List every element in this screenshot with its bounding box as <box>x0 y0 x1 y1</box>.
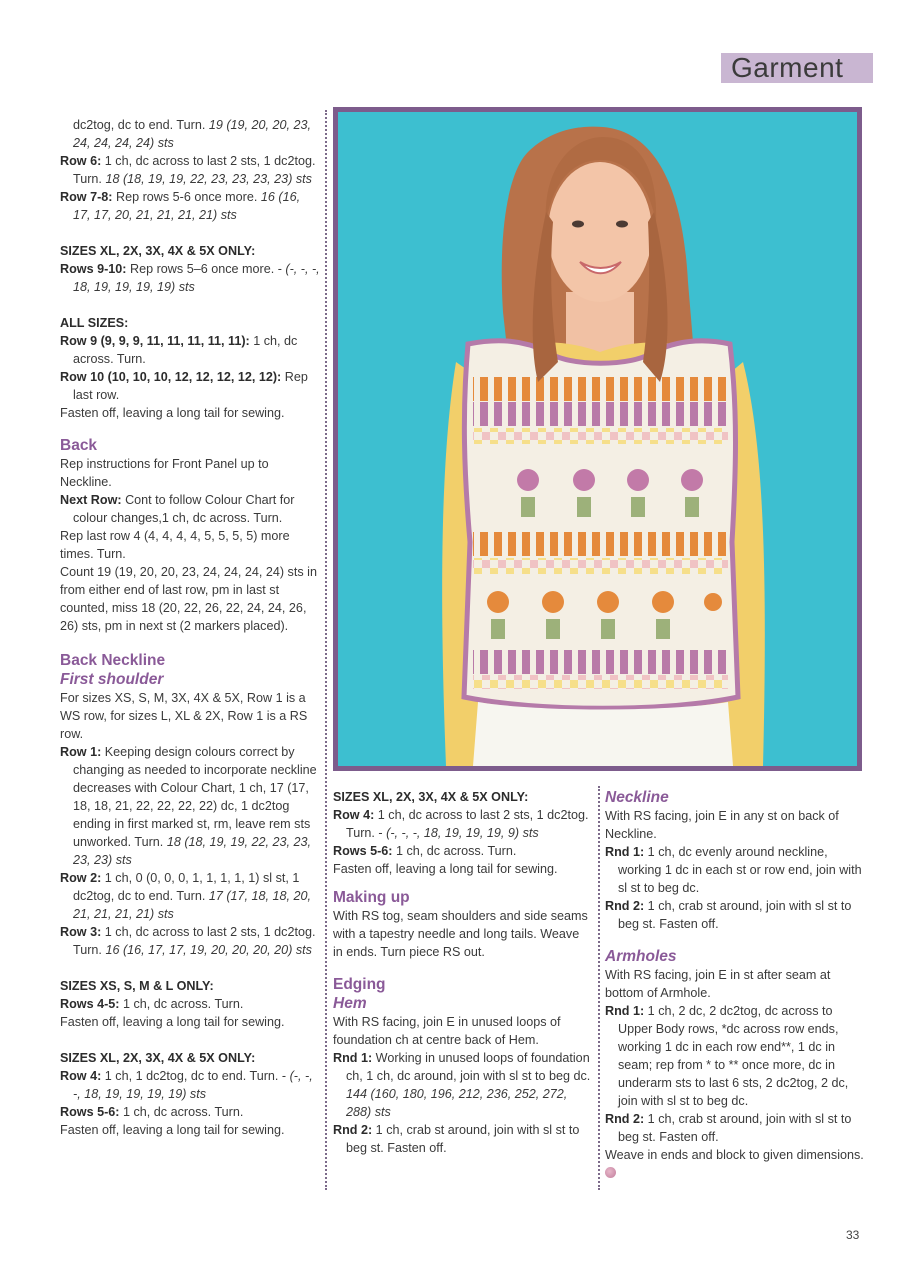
text-column-2 <box>333 788 591 1157</box>
size-heading: ALL SIZES: <box>60 316 129 330</box>
body-text: With RS facing, join E in unused loops of foundation ch at centre back of Hem. <box>333 1015 561 1047</box>
instruction-row: Row 2: 1 ch, 0 (0, 0, 0, 1, 1, 1, 1, 1) sl st, 1 dc2tog, dc to end. Turn. 17 (17, 18, 18, 20, 21, 21, 21, 21) sts <box>60 871 312 921</box>
instruction-row: Rnd 1: 1 ch, dc evenly around neckline, working 1 dc in each st or row end, join with sl st to beg dc. <box>605 845 862 895</box>
instruction-row: Rows 5-6: 1 ch, dc across. Turn. <box>60 1105 244 1119</box>
section-heading-back: Back <box>60 437 98 454</box>
instruction-row: Rows 4-5: 1 ch, dc across. Turn. <box>60 997 244 1011</box>
fasten-off-text: Fasten off, leaving a long tail for sewing. <box>60 1015 285 1029</box>
fasten-off-text: Fasten off, leaving a long tail for sewing. <box>60 406 285 420</box>
size-heading: SIZES XL, 2X, 3X, 4X & 5X ONLY: <box>333 790 529 804</box>
instruction-row: Row 10 (10, 10, 10, 12, 12, 12, 12, 12): Rep last row. <box>60 370 308 402</box>
fasten-off-text: Fasten off, leaving a long tail for sewing. <box>333 862 558 876</box>
instruction-row: Rnd 1: 1 ch, 2 dc, 2 dc2tog, dc across to Upper Body rows, *dc across row ends, working 1 dc in each row end**, 1 dc in seam; rep from * to ** once more, dc in underarm sts to last 6 sts, 2 dc2tog, 2 dc, join with sl st to beg dc. <box>605 1004 849 1108</box>
instruction-row: dc2tog, dc to end. Turn. 19 (19, 20, 20, 23, 24, 24, 24, 24) sts <box>73 118 312 150</box>
section-title: Garment <box>731 52 844 83</box>
instruction-row: Next Row: Cont to follow Colour Chart for colour changes,1 ch, dc across. Turn. <box>60 493 295 525</box>
subheading-armholes: Armholes <box>605 948 677 965</box>
instruction-row: Rnd 2: 1 ch, crab st around, join with sl st to beg st. Fasten off. <box>333 1123 580 1155</box>
body-text: Count 19 (19, 20, 20, 23, 24, 24, 24, 24) sts in from either end of last row, pm in last st counted, miss 18 (20, 22, 26, 22, 24, 24, 26, 26) sts, pm in next st (2 markers placed). <box>60 565 317 633</box>
instruction-row: Row 9 (9, 9, 9, 11, 11, 11, 11, 11): 1 ch, dc across. Turn. <box>60 334 298 366</box>
model-illustration <box>338 112 857 766</box>
closing-text: Weave in ends and block to given dimensions. <box>605 1146 870 1182</box>
instruction-row: Row 4: 1 ch, dc across to last 2 sts, 1 dc2tog. Turn. - (-, -, -, 18, 19, 19, 19, 9) sts <box>333 808 589 840</box>
photo-frame <box>333 107 862 771</box>
fasten-off-text: Fasten off, leaving a long tail for sewing. <box>60 1123 285 1137</box>
subheading-first-shoulder: First shoulder <box>60 671 164 688</box>
instruction-row: Row 3: 1 ch, dc across to last 2 sts, 1 dc2tog. Turn. 16 (16, 17, 17, 19, 20, 20, 20, 20) sts <box>60 925 316 957</box>
section-heading-edging: Edging <box>333 976 386 993</box>
size-heading: SIZES XL, 2X, 3X, 4X & 5X ONLY: <box>60 244 256 258</box>
body-text: Rep instructions for Front Panel up to Neckline. <box>60 457 269 489</box>
text-column-3 <box>605 788 870 1182</box>
section-tab <box>721 53 873 83</box>
size-heading: SIZES XL, 2X, 3X, 4X & 5X ONLY: <box>60 1051 256 1065</box>
body-text: With RS tog, seam shoulders and side seams with a tapestry needle and long tails. Weave in ends. Turn piece RS out. <box>333 909 588 959</box>
column-divider <box>325 110 327 1190</box>
model-photo <box>338 112 857 766</box>
section-heading-back-neckline: Back Neckline <box>60 652 166 669</box>
size-heading: SIZES XS, S, M & L ONLY: <box>60 979 214 993</box>
yarn-ball-icon <box>605 1167 616 1178</box>
body-text: With RS facing, join E in any st on back of Neckline. <box>605 809 839 841</box>
instruction-row: Rnd 2: 1 ch, crab st around, join with sl st to beg st. Fasten off. <box>605 899 852 931</box>
text-column-1 <box>60 116 320 1139</box>
body-text: For sizes XS, S, M, 3X, 4X & 5X, Row 1 is a WS row, for sizes L, XL & 2X, Row 1 is a RS row. <box>60 691 308 741</box>
instruction-row: Row 7-8: Rep rows 5-6 once more. 16 (16, 17, 17, 20, 21, 21, 21, 21) sts <box>60 190 301 222</box>
column-divider <box>598 786 600 1190</box>
subheading-neckline: Neckline <box>605 789 669 806</box>
subheading-hem: Hem <box>333 995 367 1012</box>
instruction-row: Rows 9-10: Rep rows 5–6 once more. - (-, -, -, 18, 19, 19, 19, 19) sts <box>60 262 320 294</box>
instruction-row: Row 4: 1 ch, 1 dc2tog, dc to end. Turn. - (-, -, -, 18, 19, 19, 19, 19) sts <box>60 1069 313 1101</box>
instruction-row: Rows 5-6: 1 ch, dc across. Turn. <box>333 844 517 858</box>
body-text: Rep last row 4 (4, 4, 4, 4, 5, 5, 5, 5) more times. Turn. <box>60 529 290 561</box>
body-text: With RS facing, join E in st after seam at bottom of Armhole. <box>605 968 831 1000</box>
instruction-row: Rnd 1: Working in unused loops of foundation ch, 1 ch, dc around, join with sl st to beg dc. 144 (160, 180, 196, 212, 236, 252, 272, 288) sts <box>333 1051 591 1119</box>
instruction-row: Row 1: Keeping design colours correct by changing as needed to incorporate neckline decreases with Colour Chart, 1 ch, 17 (17, 18, 18, 21, 22, 22, 22, 22) dc, 1 dc2tog ending in first marked st, rm, leave rem sts unworked. Turn. 18 (18, 19, 19, 22, 23, 23, 23, 23) sts <box>60 745 317 867</box>
instruction-row: Row 6: 1 ch, dc across to last 2 sts, 1 dc2tog. Turn. 18 (18, 19, 19, 22, 23, 23, 23, 23) sts <box>60 154 316 186</box>
instruction-row: Rnd 2: 1 ch, crab st around, join with sl st to beg st. Fasten off. <box>605 1112 852 1144</box>
section-heading-making-up: Making up <box>333 889 410 906</box>
page-number: 33 <box>846 1228 860 1242</box>
